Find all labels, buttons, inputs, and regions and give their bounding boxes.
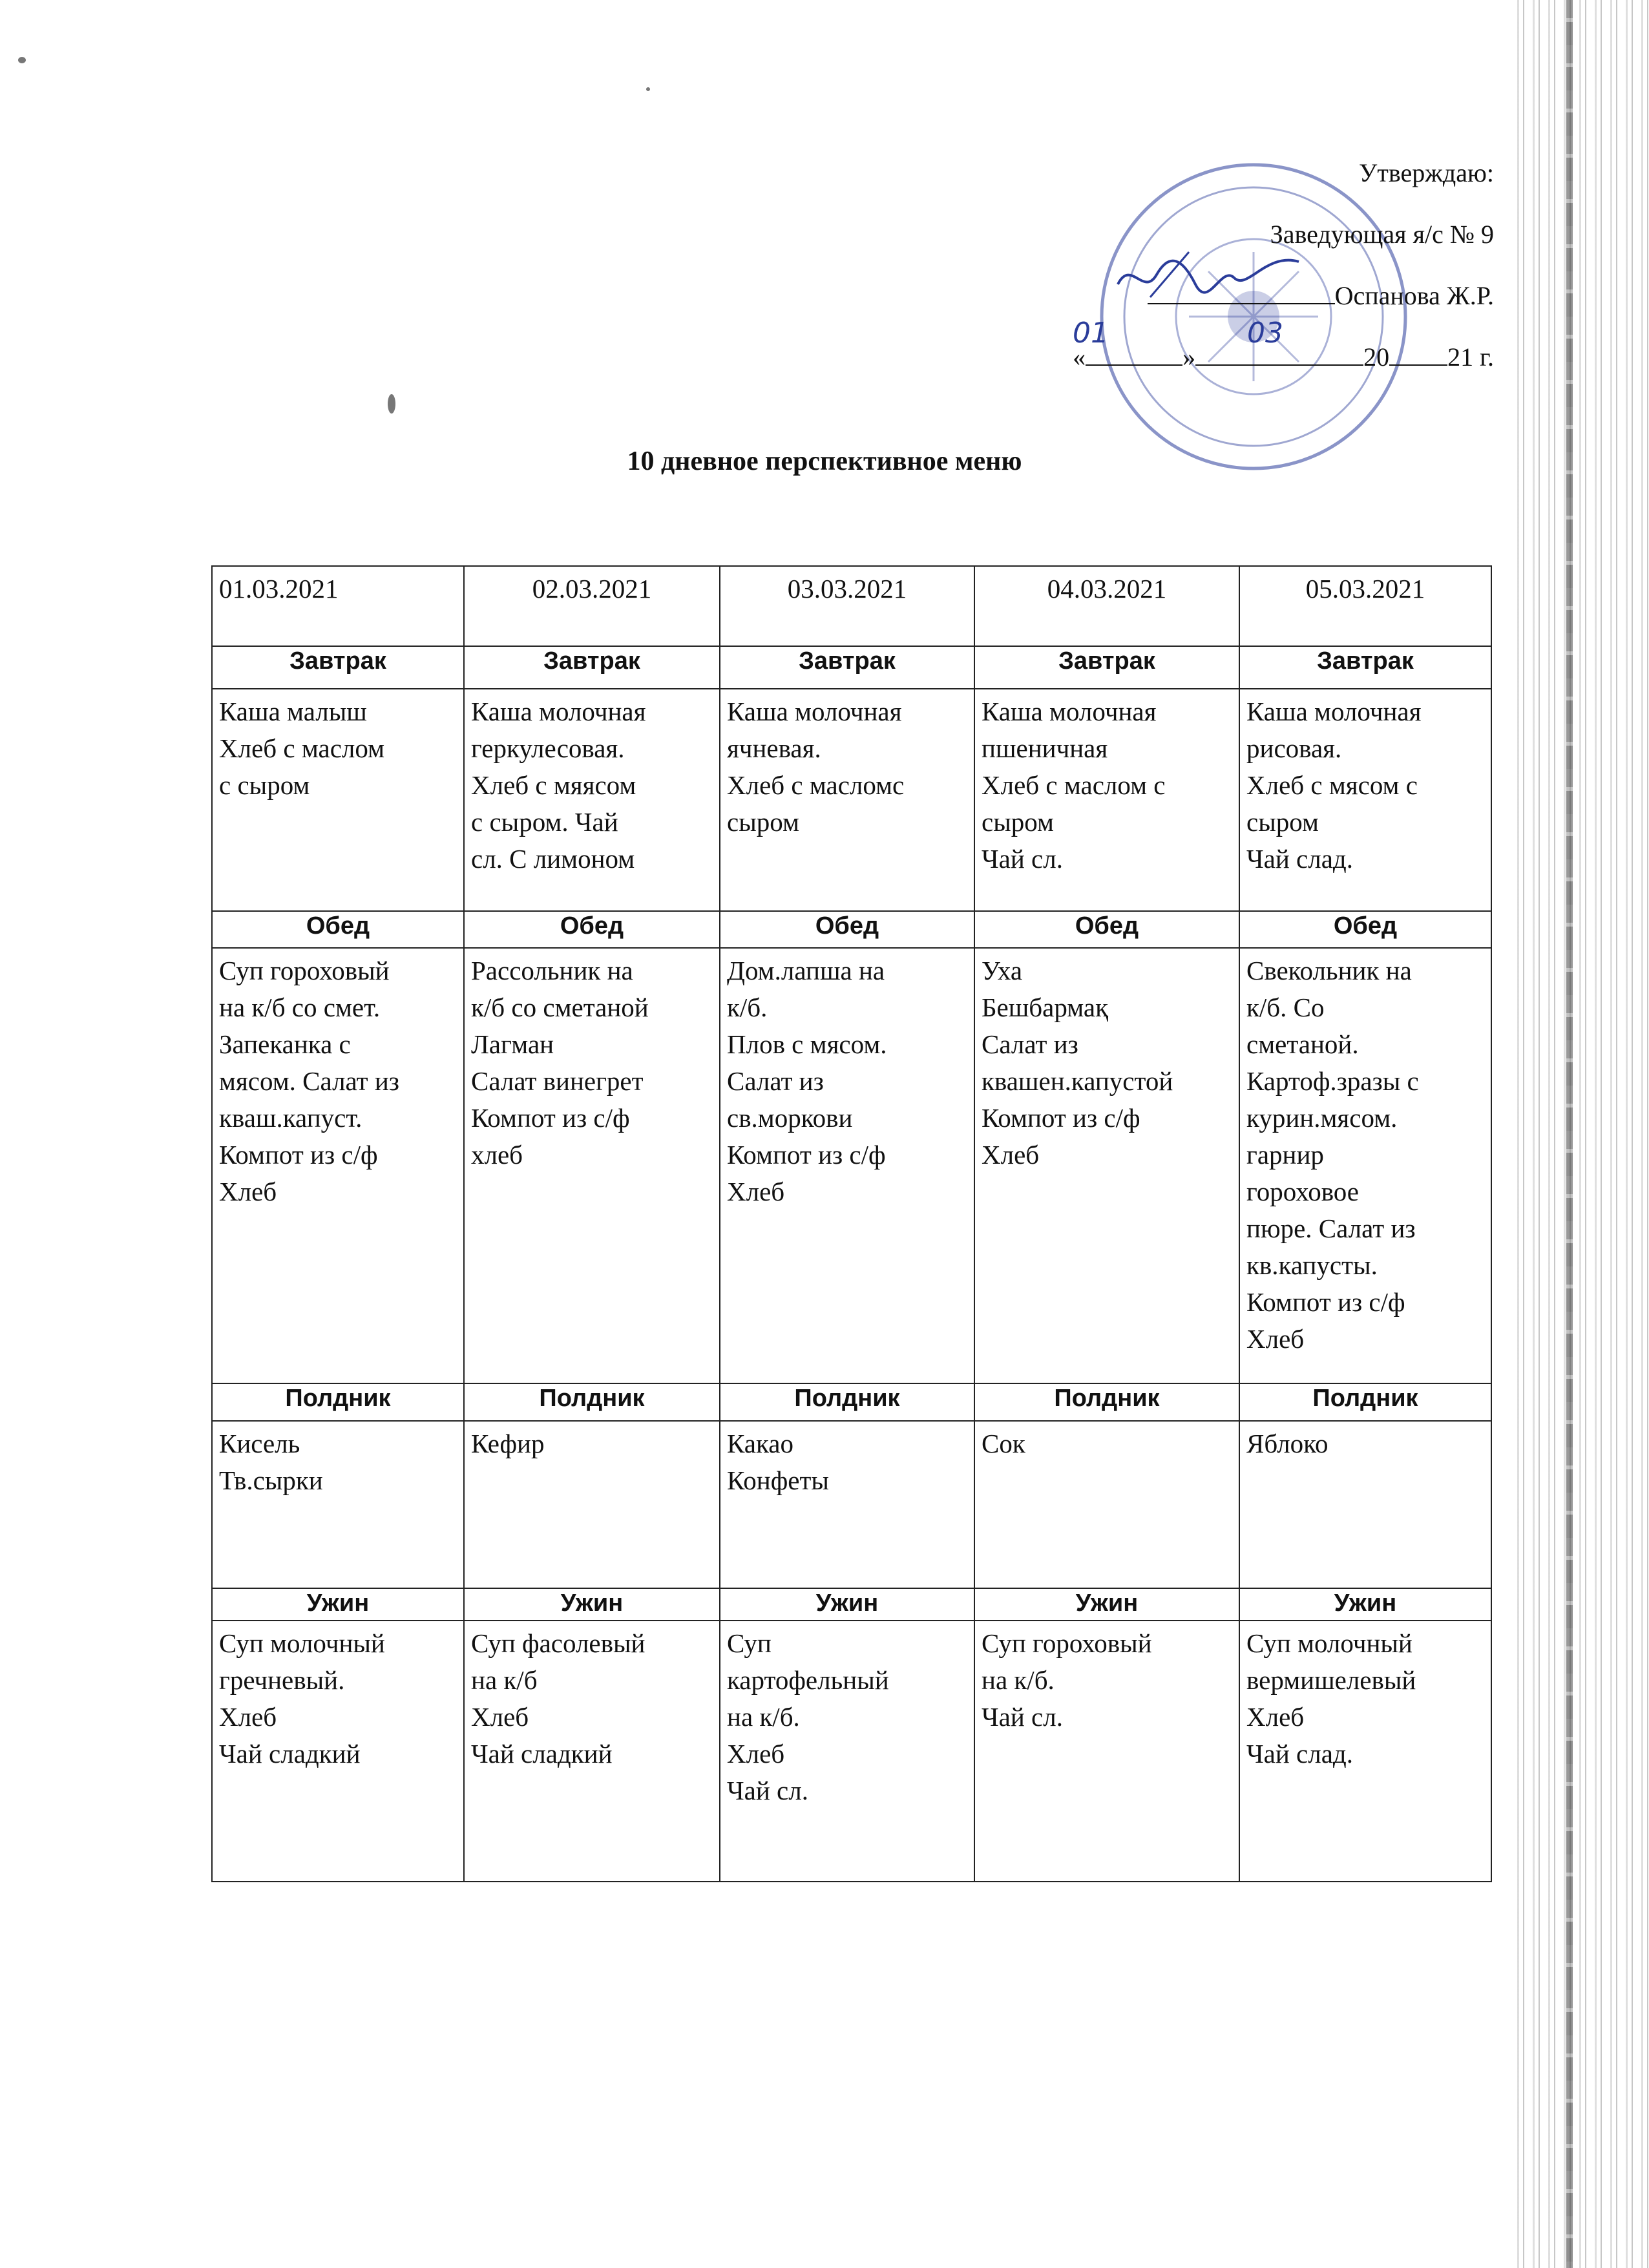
dish-line: Суп — [727, 1628, 772, 1658]
meal-header-cell: Обед — [720, 911, 974, 948]
dish-line: Хлеб с мяясом — [471, 770, 636, 800]
meal-header-cell: Полдник — [720, 1383, 974, 1421]
dish-line: Суп молочный — [1246, 1628, 1413, 1658]
meal-items-cell — [1239, 1421, 1491, 1588]
meal-items-row — [212, 948, 1491, 1383]
approval-date-line — [1073, 326, 1494, 388]
meal-header-cell: Обед — [1239, 911, 1491, 948]
meal-items-cell — [974, 1621, 1239, 1882]
meal-header-cell: Завтрак — [212, 646, 464, 689]
dish-line: кв.капусты. — [1246, 1250, 1378, 1280]
dish-line: вермишелевый — [1246, 1665, 1416, 1695]
dish-line: Чай сл. — [727, 1776, 808, 1805]
dish-line: сметаной. — [1246, 1029, 1359, 1059]
meal-header-cell: Полдник — [464, 1383, 720, 1421]
year-suffix: 21 г. — [1447, 342, 1494, 372]
dish-line: на к/б. — [727, 1702, 800, 1732]
dish-line: Кисель — [219, 1429, 300, 1458]
dish-line: Каша молочная — [982, 697, 1157, 726]
meal-items-cell — [212, 948, 464, 1383]
dish-line: на к/б. — [982, 1665, 1055, 1695]
date-cell: 05.03.2021 — [1239, 566, 1491, 646]
meal-header-cell: Ужин — [212, 1588, 464, 1621]
dish-line: Салат из — [727, 1066, 824, 1096]
dish-line: Хлеб — [219, 1177, 277, 1206]
dish-line: Чай слад. — [1246, 844, 1354, 874]
year-prefix: 20 — [1363, 342, 1390, 372]
meal-items-cell — [720, 1421, 974, 1588]
meal-header-cell: Ужин — [464, 1588, 720, 1621]
dish-line: Хлеб — [982, 1140, 1040, 1170]
date-cell: 04.03.2021 — [974, 566, 1239, 646]
meal-header-cell: Обед — [464, 911, 720, 948]
approval-heading: Утверждаю: — [1359, 158, 1494, 187]
dish-line: Каша молочная — [727, 697, 902, 726]
approval-position: Заведующая я/с № 9 — [1270, 220, 1494, 249]
dish-line: Компот из с/ф — [982, 1103, 1140, 1133]
dish-line: Уха — [982, 956, 1023, 985]
dish-line: Хлеб с маслом — [219, 733, 385, 763]
meal-items-cell — [464, 689, 720, 911]
dish-line: Суп фасолевый — [471, 1628, 646, 1658]
dish-line: Компот из с/ф — [727, 1140, 886, 1170]
dish-line: Суп гороховый — [219, 956, 390, 985]
dish-line: геркулесовая. — [471, 733, 625, 763]
dish-line: Хлеб с маслом с — [982, 770, 1166, 800]
dish-line: Бешбармақ — [982, 992, 1109, 1022]
dish-line: Каша молочная — [1246, 697, 1422, 726]
scan-speck — [18, 57, 26, 63]
dish-line: к/б со сметаной — [471, 992, 649, 1022]
dish-line: курин.мясом. — [1246, 1103, 1398, 1133]
meal-items-cell — [464, 948, 720, 1383]
meal-header-cell: Полдник — [1239, 1383, 1491, 1421]
meal-header-cell: Полдник — [212, 1383, 464, 1421]
dish-line: Каша молочная — [471, 697, 646, 726]
dish-line: Конфеты — [727, 1465, 829, 1495]
dish-line: Хлеб — [471, 1702, 529, 1732]
dish-line: Плов с мясом. — [727, 1029, 887, 1059]
meal-header-cell: Завтрак — [974, 646, 1239, 689]
dish-line: Картоф.зразы с — [1246, 1066, 1419, 1096]
dish-line: Компот из с/ф — [471, 1103, 630, 1133]
scan-speck — [388, 394, 395, 414]
date-close-quote: » — [1182, 342, 1196, 372]
meal-header-row — [212, 1383, 1491, 1421]
dish-line: Сок — [982, 1429, 1025, 1458]
dish-line: Салат из — [982, 1029, 1078, 1059]
meal-items-row — [212, 689, 1491, 911]
dish-line: Яблоко — [1246, 1429, 1329, 1458]
page-title: 10 дневное перспективное меню — [627, 446, 1022, 476]
dish-line: св.моркови — [727, 1103, 853, 1133]
dish-line: Свекольник на — [1246, 956, 1412, 985]
dish-line: Чай сладкий — [471, 1739, 613, 1769]
dish-line: Чай сладкий — [219, 1739, 361, 1769]
dish-line: сл. С лимоном — [471, 844, 635, 874]
meal-header-row — [212, 646, 1491, 689]
dish-line: Компот из с/ф — [219, 1140, 378, 1170]
dish-line: к/б. Со — [1246, 992, 1325, 1022]
dish-line: Хлеб — [1246, 1324, 1305, 1354]
dish-line: гречневый. — [219, 1665, 345, 1695]
meal-header-row — [212, 1588, 1491, 1621]
meal-items-cell — [720, 689, 974, 911]
dish-line: Суп молочный — [219, 1628, 385, 1658]
meal-items-cell — [212, 1421, 464, 1588]
dish-line: Хлеб с масломс — [727, 770, 905, 800]
dish-line: Лагман — [471, 1029, 554, 1059]
dish-line: на к/б — [471, 1665, 538, 1695]
dish-line: Хлеб — [1246, 1702, 1305, 1732]
dish-line: Кефир — [471, 1429, 545, 1458]
dish-line: Компот из с/ф — [1246, 1287, 1405, 1317]
dish-line: Запеканка с — [219, 1029, 351, 1059]
meal-header-cell: Завтрак — [464, 646, 720, 689]
date-row — [212, 566, 1491, 646]
dish-line: пшеничная — [982, 733, 1108, 763]
meal-header-cell: Обед — [974, 911, 1239, 948]
meal-header-cell: Ужин — [720, 1588, 974, 1621]
meal-items-cell — [464, 1421, 720, 1588]
meal-items-row — [212, 1421, 1491, 1588]
meal-items-cell — [212, 1621, 464, 1882]
date-open-quote: « — [1073, 342, 1086, 372]
dish-line: с сыром — [219, 770, 310, 800]
date-cell: 02.03.2021 — [464, 566, 720, 646]
dish-line: сыром — [727, 807, 799, 837]
meal-header-row — [212, 911, 1491, 948]
dish-line: ячневая. — [727, 733, 821, 763]
dish-line: Хлеб — [219, 1702, 277, 1732]
date-cell: 01.03.2021 — [212, 566, 464, 646]
meal-header-cell: Завтрак — [1239, 646, 1491, 689]
meal-items-cell — [974, 1421, 1239, 1588]
handwritten-day: 01 — [1073, 317, 1109, 350]
approval-name: Оспанова Ж.Р. — [1334, 281, 1494, 310]
meal-items-cell — [1239, 689, 1491, 911]
meal-items-cell — [464, 1621, 720, 1882]
meal-items-row — [212, 1621, 1491, 1882]
dish-line: гарнир — [1246, 1140, 1324, 1170]
dish-line: гороховое — [1246, 1177, 1359, 1206]
meal-header-cell: Завтрак — [720, 646, 974, 689]
dish-line: Чай сл. — [982, 844, 1063, 874]
dish-line: мясом. Салат из — [219, 1066, 399, 1096]
dish-line: Тв.сырки — [219, 1465, 323, 1495]
meal-items-cell — [212, 689, 464, 911]
dish-line: Хлеб — [727, 1177, 785, 1206]
dish-line: картофельный — [727, 1665, 889, 1695]
handwritten-signature — [1111, 239, 1305, 310]
meal-header-cell: Ужин — [974, 1588, 1239, 1621]
meal-items-cell — [974, 948, 1239, 1383]
dish-line: кваш.капуст. — [219, 1103, 362, 1133]
dish-line: квашен.капустой — [982, 1066, 1173, 1096]
dish-line: сыром — [1246, 807, 1319, 837]
dish-line: хлеб — [471, 1140, 523, 1170]
meal-items-cell — [720, 948, 974, 1383]
meal-items-cell — [974, 689, 1239, 911]
dish-line: Чай сл. — [982, 1702, 1063, 1732]
dish-line: Суп гороховый — [982, 1628, 1152, 1658]
handwritten-month: 03 — [1247, 317, 1283, 350]
meal-items-cell — [720, 1621, 974, 1882]
scan-edge-line — [1566, 0, 1573, 2268]
dish-line: Какао — [727, 1429, 794, 1458]
meal-header-cell: Обед — [212, 911, 464, 948]
date-cell: 03.03.2021 — [720, 566, 974, 646]
dish-line: к/б. — [727, 992, 768, 1022]
dish-line: Каша малыш — [219, 697, 367, 726]
dish-line: сыром — [982, 807, 1054, 837]
dish-line: Салат винегрет — [471, 1066, 644, 1096]
dish-line: с сыром. Чай — [471, 807, 618, 837]
dish-line: Чай слад. — [1246, 1739, 1354, 1769]
dish-line: Хлеб — [727, 1739, 785, 1769]
dish-line: Хлеб с мясом с — [1246, 770, 1418, 800]
meal-items-cell — [1239, 948, 1491, 1383]
scan-edge-artifact — [1513, 0, 1649, 2268]
meal-header-cell: Ужин — [1239, 1588, 1491, 1621]
dish-line: рисовая. — [1246, 733, 1342, 763]
meal-items-cell — [1239, 1621, 1491, 1882]
dish-line: на к/б со смет. — [219, 992, 381, 1022]
meal-header-cell: Полдник — [974, 1383, 1239, 1421]
dish-line: Дом.лапша на — [727, 956, 885, 985]
menu-table — [211, 565, 1492, 1882]
scan-speck — [646, 87, 650, 91]
dish-line: Рассольник на — [471, 956, 633, 985]
dish-line: пюре. Салат из — [1246, 1213, 1416, 1243]
